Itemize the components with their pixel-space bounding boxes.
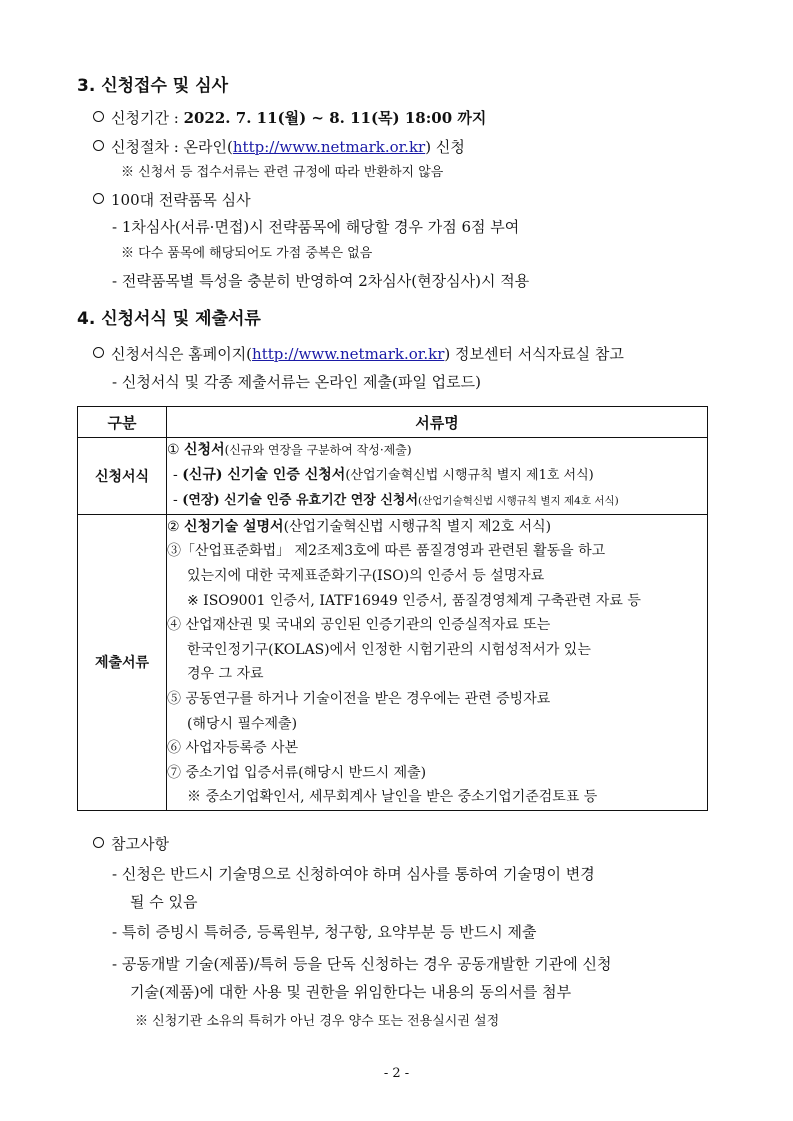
list-item: ④ 산업재산권 및 국내외 공인된 인증기관의 인증실적자료 또는: [167, 617, 551, 634]
review-item-1: - 1차심사(서류·면접)시 전략품목에 해당할 경우 가점 6점 부여: [112, 218, 520, 236]
forms-sub: - 신청서식 및 각종 제출서류는 온라인 제출(파일 업로드): [112, 373, 481, 391]
note-3b: 기술(제품)에 대한 사용 및 권한을 위임한다는 내용의 동의서를 첨부: [130, 983, 572, 1001]
page-number: - 2 -: [383, 1066, 410, 1081]
application-forms-cell: [167, 438, 708, 515]
submission-documents-cell: [167, 514, 708, 810]
list-item: - (신규) 신기술 인증 신청서(산업기술혁신법 시행규칙 별지 제1호 서식): [173, 466, 594, 483]
notes-line: [93, 834, 169, 854]
homepage-link[interactable]: http://www.netmark.or.kr: [252, 345, 445, 363]
circle-bullet-icon: [93, 347, 104, 358]
circle-bullet-icon: [93, 111, 104, 122]
circle-bullet-icon: [93, 193, 104, 204]
list-item: ※ 중소기업확인서, 세무회계사 날인을 받은 중소기업기준검토표 등: [187, 789, 598, 806]
list-item: ③「산업표준화법」 제2조제3호에 따른 품질경영과 관련된 활동을 하고: [167, 543, 606, 560]
note-2: - 특히 증빙시 특허증, 등록원부, 청구항, 요약부분 등 반드시 제출: [112, 923, 537, 941]
notes-title: 참고사항: [111, 835, 169, 853]
note-1a: - 신청은 반드시 기술명으로 신청하여야 하며 심사를 통하여 기술명이 변경: [112, 865, 595, 883]
forms-line: [93, 344, 624, 364]
circle-bullet-icon: [93, 140, 104, 151]
procedure-suffix: ) 신청: [425, 138, 465, 156]
list-item: ⑤ 공동연구를 하거나 기술이전을 받은 경우에는 관련 증빙자료: [167, 690, 551, 707]
homepage-link[interactable]: http://www.netmark.or.kr: [232, 138, 426, 156]
table-row: [78, 514, 708, 810]
procedure-label: 신청절차 : 온라인(: [111, 138, 233, 156]
section-4-title: 4. 신청서식 및 제출서류: [77, 309, 261, 329]
header-category: 구분: [78, 407, 167, 438]
review-line: [93, 190, 251, 210]
review-title: 100대 전략품목 심사: [111, 191, 251, 209]
list-item: ※ ISO9001 인증서, IATF16949 인증서, 품질경영체계 구축관련 자료 등: [187, 592, 641, 609]
circle-bullet-icon: [93, 837, 104, 848]
list-item: ① 신청서(신규와 연장을 구분하여 작성·제출): [167, 442, 412, 458]
table-row: [78, 438, 708, 515]
period-line: [93, 108, 486, 128]
table-header-row: [78, 407, 708, 438]
list-item: ⑥ 사업자등록증 사본: [167, 740, 299, 757]
period-value: 2022. 7. 11(월) ~ 8. 11(목) 18:00 까지: [183, 109, 487, 127]
documents-table: [77, 406, 708, 811]
procedure-line: [93, 137, 465, 157]
note-1b: 될 수 있음: [130, 893, 198, 911]
forms-suffix: ) 정보센터 서식자료실 참고: [444, 345, 624, 363]
period-label: 신청기간 :: [111, 109, 184, 127]
list-item: 있는지에 대한 국제표준화기구(ISO)의 인증서 등 설명자료: [187, 567, 545, 584]
forms-prefix: 신청서식은 홈페이지(: [111, 345, 253, 363]
list-item: ② 신청기술 설명서(산업기술혁신법 시행규칙 별지 제2호 서식): [167, 518, 552, 535]
review-note: ※ 다수 품목에 해당되어도 가점 중복은 없음: [121, 246, 373, 261]
list-item: (해당시 필수제출): [187, 715, 298, 732]
list-item: 경우 그 자료: [187, 666, 264, 683]
row-head-submission-documents: 제출서류: [78, 514, 167, 810]
list-item: 한국인정기구(KOLAS)에서 인정한 시험기관의 시험성적서가 있는: [187, 641, 591, 658]
header-document-name: 서류명: [167, 407, 708, 438]
list-item: - (연장) 신기술 인증 유효기간 연장 신청서(산업기술혁신법 시행규칙 별지 제4호 서식): [173, 492, 619, 509]
note-3a: - 공동개발 기술(제품)/특허 등을 단독 신청하는 경우 공동개발한 기관에 신청: [112, 955, 612, 973]
row-head-application-forms: 신청서식: [78, 438, 167, 515]
note-3c: ※ 신청기관 소유의 특허가 아닌 경우 양수 또는 전용실시권 설정: [135, 1014, 500, 1029]
procedure-note: ※ 신청서 등 접수서류는 관련 규정에 따라 반환하지 않음: [121, 165, 444, 180]
section-3-title: 3. 신청접수 및 심사: [77, 76, 228, 96]
list-item: ⑦ 중소기업 입증서류(해당시 반드시 제출): [167, 764, 427, 781]
review-item-2: - 전략품목별 특성을 충분히 반영하여 2차심사(현장심사)시 적용: [112, 272, 530, 290]
